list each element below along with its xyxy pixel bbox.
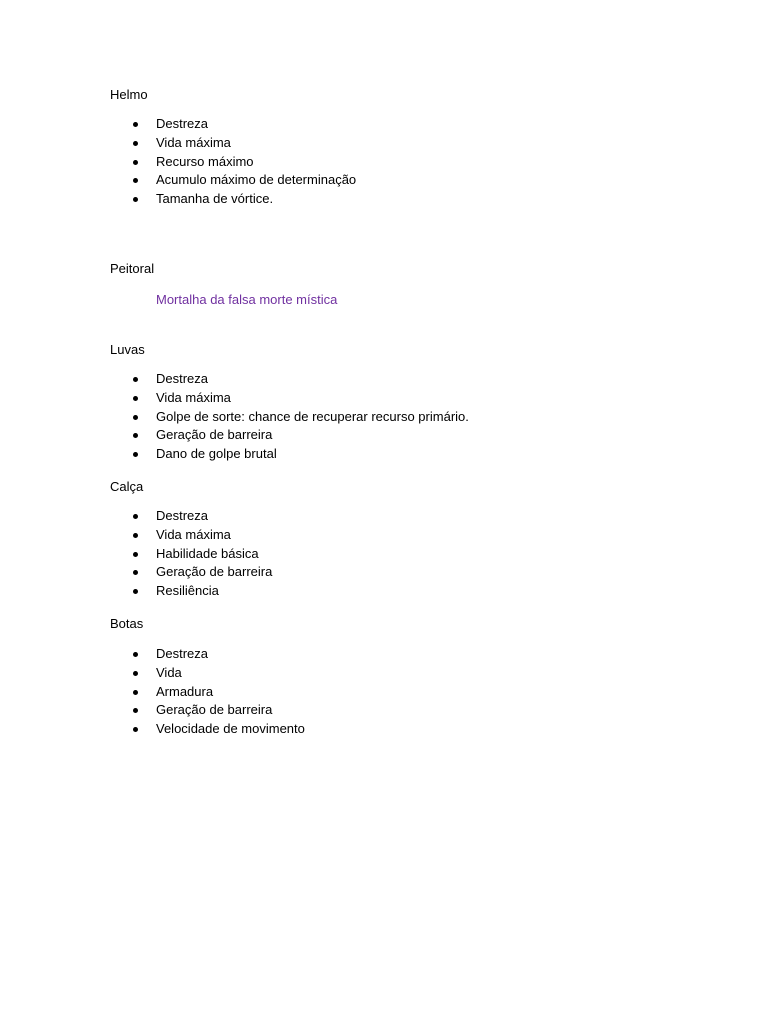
list-calca bbox=[110, 507, 272, 601]
bullet-icon bbox=[133, 727, 138, 732]
list-item-text: Dano de golpe brutal bbox=[156, 446, 277, 461]
list-botas bbox=[110, 645, 305, 739]
list-item bbox=[110, 507, 272, 526]
bullet-icon bbox=[133, 708, 138, 713]
list-item-text: Vida máxima bbox=[156, 526, 231, 542]
list-item-text: Geração de barreira bbox=[156, 427, 273, 443]
bullet-icon bbox=[133, 197, 138, 202]
bullet-icon bbox=[133, 552, 138, 557]
list-helmo bbox=[110, 115, 356, 209]
list-item bbox=[110, 720, 305, 739]
list-item bbox=[110, 408, 469, 427]
list-item bbox=[110, 153, 356, 172]
bullet-icon bbox=[133, 514, 138, 519]
section-title-botas: Botas bbox=[110, 616, 144, 631]
section-title-helmo: Helmo bbox=[110, 87, 148, 102]
bullet-icon bbox=[133, 433, 138, 438]
list-item bbox=[110, 563, 272, 582]
bullet-icon bbox=[133, 690, 138, 695]
bullet-icon bbox=[133, 141, 138, 146]
section-title-luvas: Luvas bbox=[110, 342, 145, 357]
bullet-icon bbox=[133, 452, 138, 457]
list-item bbox=[110, 582, 272, 601]
list-item bbox=[110, 701, 305, 720]
list-luvas bbox=[110, 370, 469, 464]
bullet-icon bbox=[133, 377, 138, 382]
bullet-icon bbox=[133, 122, 138, 127]
list-item-text: Velocidade de movimento bbox=[156, 721, 305, 736]
list-item-text: Acumulo máximo de determinação bbox=[156, 172, 357, 188]
list-item-text: Tamanha de vórtice. bbox=[156, 191, 274, 206]
list-item-text: Vida máxima bbox=[156, 389, 231, 405]
list-item bbox=[110, 115, 356, 134]
list-item-text: Recurso máximo bbox=[156, 153, 254, 169]
list-item-text: Destreza bbox=[156, 646, 209, 661]
section-title-peitoral: Peitoral bbox=[110, 261, 155, 276]
list-item-text: Armadura bbox=[156, 683, 214, 699]
list-item-text: Vida máxima bbox=[156, 134, 231, 150]
list-item-text: Destreza bbox=[156, 371, 209, 386]
list-item bbox=[110, 526, 272, 545]
list-item bbox=[110, 545, 272, 564]
peitoral-item-name: Mortalha da falsa morte mística bbox=[156, 292, 338, 307]
list-item bbox=[110, 664, 305, 683]
list-item-text: Geração de barreira bbox=[156, 702, 273, 718]
bullet-icon bbox=[133, 533, 138, 538]
list-item bbox=[110, 683, 305, 702]
list-item-text: Destreza bbox=[156, 508, 209, 523]
list-item bbox=[110, 445, 469, 464]
list-item bbox=[110, 190, 356, 209]
bullet-icon bbox=[133, 396, 138, 401]
list-item bbox=[110, 426, 469, 445]
bullet-icon bbox=[133, 160, 138, 165]
section-title-calca: Calça bbox=[110, 479, 144, 494]
list-item bbox=[110, 645, 305, 664]
bullet-icon bbox=[133, 570, 138, 575]
list-item-text: Resiliência bbox=[156, 583, 219, 598]
list-item-text: Destreza bbox=[156, 116, 209, 131]
list-item bbox=[110, 370, 469, 389]
list-item-text: Habilidade básica bbox=[156, 545, 259, 561]
bullet-icon bbox=[133, 652, 138, 657]
list-item-text: Geração de barreira bbox=[156, 564, 273, 580]
list-item bbox=[110, 171, 356, 190]
bullet-icon bbox=[133, 589, 138, 594]
bullet-icon bbox=[133, 178, 138, 183]
list-item bbox=[110, 134, 356, 153]
list-item-text: Vida bbox=[156, 664, 182, 680]
bullet-icon bbox=[133, 415, 138, 420]
list-item-text: Golpe de sorte: chance de recuperar recurso primário. bbox=[156, 408, 469, 424]
list-item bbox=[110, 389, 469, 408]
bullet-icon bbox=[133, 671, 138, 676]
